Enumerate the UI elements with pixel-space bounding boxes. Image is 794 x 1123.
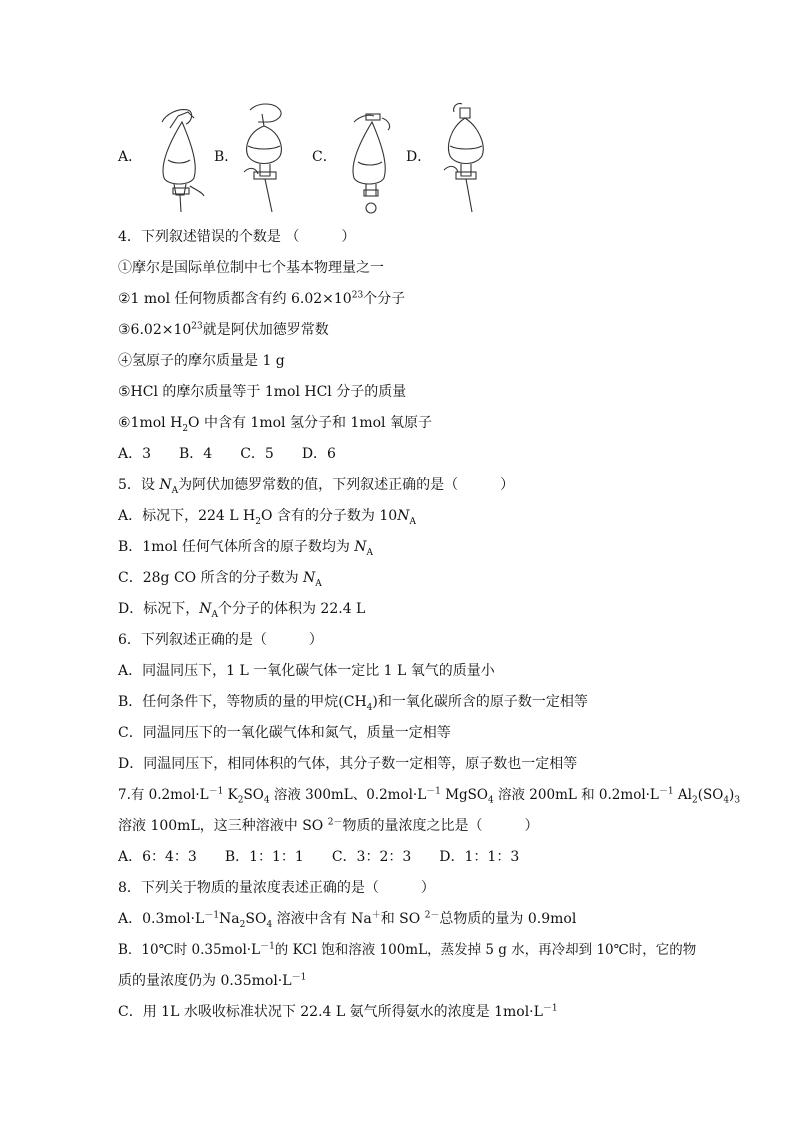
q5-option-a: A．标况下，224 L $H_2O$ 含有的分子数为 $10N_A$ [118,508,416,527]
question-text [118,228,741,1034]
q5-option-c: C．28g CO 所含的分子数为 $N_A$ [118,570,322,589]
figure-option-b: B． [214,149,239,165]
q4-statement-5: ⑤HCl 的摩尔质量等于 1mol HCl 分子的质量 [118,384,407,400]
q4-stem: 4．下列叙述错误的个数是 （ ） [118,229,356,245]
q6-option-d: D．同温同压下，相同体积的气体，其分子数一定相等，原子数也一定相等 [118,756,578,772]
funnel-illustration-a [148,100,218,215]
q7-options: A．6：4：3 B．1：1：1 C．3：2：3 D．1：1：3 [118,849,520,865]
figure-option-c: C． [312,149,337,165]
q4-statement-1: ①摩尔是国际单位制中七个基本物理量之一 [118,260,384,276]
q8-option-a: A．$0.3mol\cdot L^{-1}Na_2SO_4$ 溶液中含有 Na＋和 SO $^{2-}$总物质的量为 0.9mol [118,910,577,930]
q8-stem: 8．下列关于物质的量浓度表述正确的是（ ） [118,880,435,896]
q7-stem-line-2: 溶液 100mL，这三种溶液中 SO $^{2-}$物质的量浓度之比是（ ） [118,817,539,834]
q4-statement-3: $③6.02\times 10^{23}$就是阿伏加德罗常数 [118,321,329,338]
figure-option-d: D． [406,149,432,165]
separatory-funnel-figures [118,100,678,220]
q7-stem-line-1: 7.有 $0.2mol\cdot L^{-1}$ $K_2SO_4$ 溶液 300mL、$0.2mol\cdot L^{-1}$ MgSO$_4$ 溶液 200mL 和 $0.2mol\cdot L^{-1}$ $Al_2(SO_4)_3$ [118,786,741,806]
q5-option-d: D．标况下，$N_A$个分子的体积为 22.4 L [118,601,366,620]
q8-option-b-line-1: B．10℃时 $0.35mol\cdot L^{-1}$的 KCl 饱和溶液 100mL，蒸发掉 5 g 水，再冷却到 10℃时，它的物 [118,941,697,958]
funnel-illustration-c [338,100,408,215]
funnel-illustration-d [434,100,504,215]
q5-stem: 5．设 $N_A$为阿伏加德罗常数的值，下列叙述正确的是（ ） [118,477,515,496]
q4-statement-2: ②1 mol 任何物质都含有约 $6.02\times 10^{23}$个分子 [118,290,406,307]
q6-stem: 6．下列叙述正确的是（ ） [118,632,323,648]
q6-option-a: A．同温同压下，1 L 一氧化碳气体一定比 1 L 氧气的质量小 [118,663,495,679]
q6-option-c: C．同温同压下的一氧化碳气体和氮气，质量一定相等 [118,725,451,741]
q4-options: A．3 B．4 C．5 D．6 [118,446,336,462]
q8-option-c: C．用 1L 水吸收标准状况下 22.4 L 氨气所得氨水的浓度是 $1mol\cdot L^{-1}$ [118,1003,558,1020]
q6-option-b: B．任何条件下，等物质的量的甲烷$(CH_4)$和一氧化碳所含的原子数一定相等 [118,694,588,713]
q8-option-b-line-2: 质的量浓度仍为 $0.35mol\cdot L^{-1}$ [118,972,307,989]
q5-option-b: B．1mol 任何气体所含的原子数均为 $N_A$ [118,539,374,558]
figure-option-a: A． [118,149,143,165]
q4-statement-4: ④氢原子的摩尔质量是 1 g [118,353,285,369]
funnel-illustration-b [230,100,300,215]
q4-statement-6: ⑥1mol $H_2O$ 中含有 1mol 氢分子和 1mol 氧原子 [118,415,432,434]
